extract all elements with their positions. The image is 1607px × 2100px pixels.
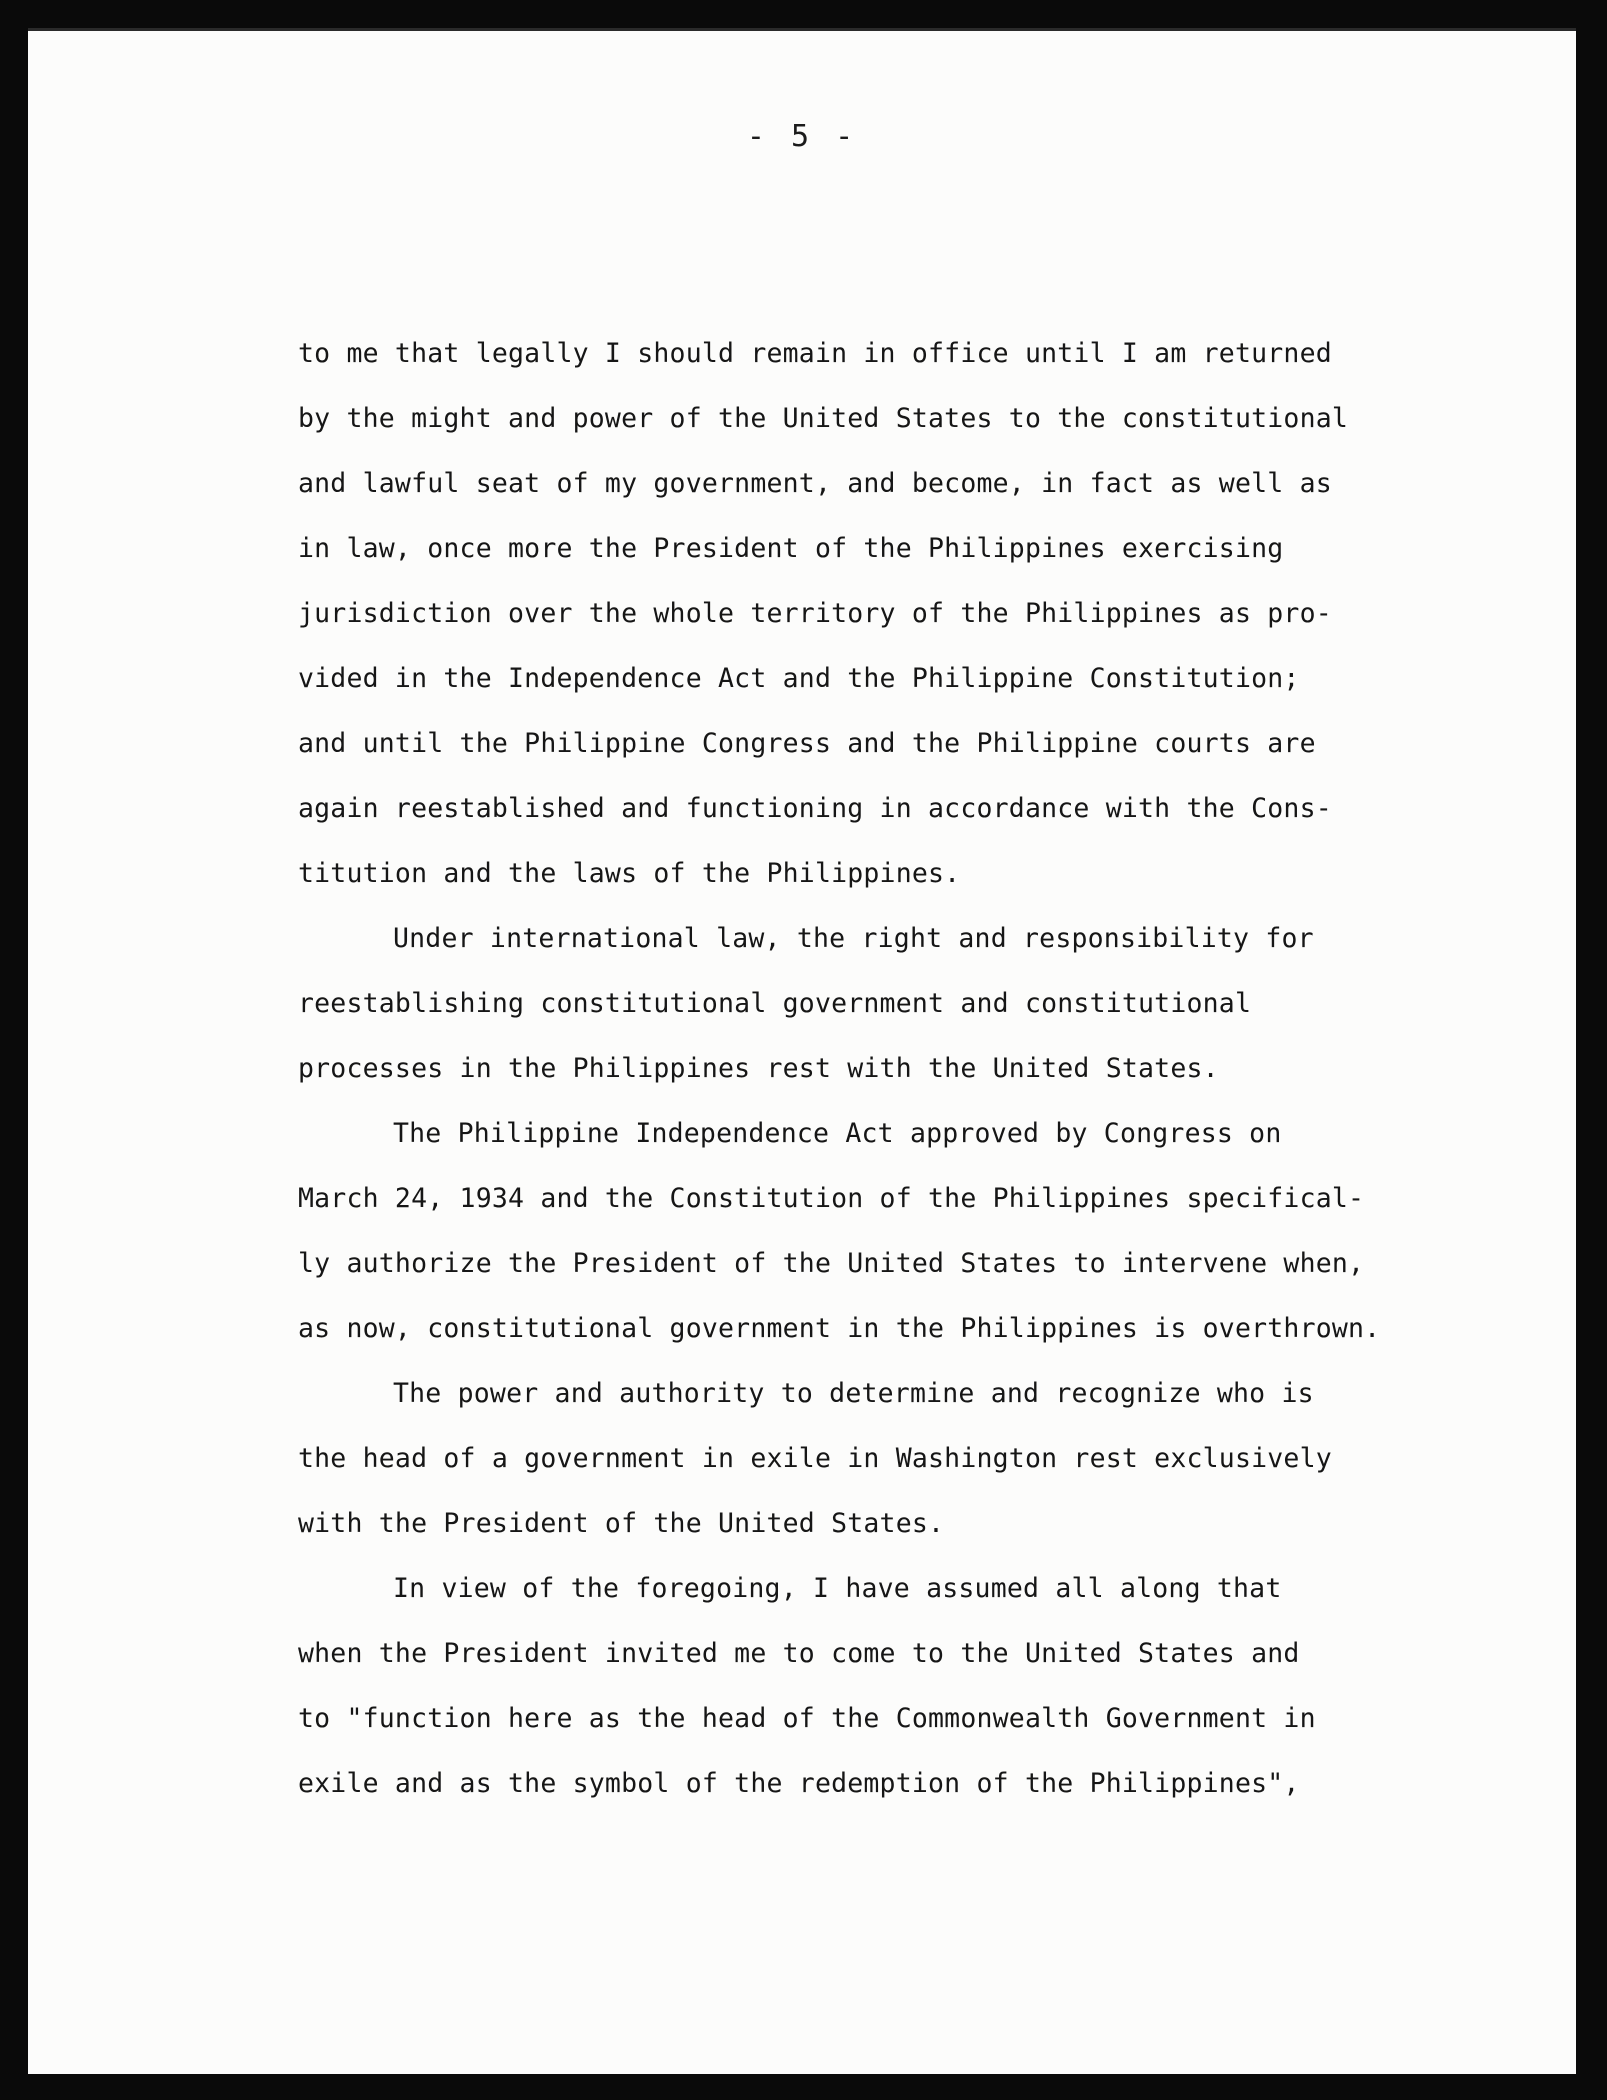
text-line: and until the Philippine Congress and the Philippine courts are	[298, 728, 1316, 759]
text-line: with the President of the United States.	[298, 1508, 945, 1539]
text-line: reestablishing constitutional government and constitutional	[298, 988, 1252, 1019]
paragraph-first-line: In view of the foregoing, I have assumed all along that	[393, 1573, 1282, 1604]
text-line: vided in the Independence Act and the Philippine Constitution;	[298, 663, 1300, 694]
text-line: ly authorize the President of the United States to intervene when,	[298, 1248, 1365, 1279]
paragraph-first-line: The Philippine Independence Act approved by Congress on	[393, 1118, 1282, 1149]
text-line: exile and as the symbol of the redemption of the Philippines",	[298, 1768, 1300, 1799]
text-line: by the might and power of the United States to the constitutional	[298, 403, 1349, 434]
text-line: again reestablished and functioning in accordance with the Cons-	[298, 793, 1332, 824]
paragraph-first-line: Under international law, the right and responsibility for	[393, 923, 1314, 954]
text-line: and lawful seat of my government, and become, in fact as well as	[298, 468, 1332, 499]
text-line: titution and the laws of the Philippines.	[298, 858, 961, 889]
text-line: in law, once more the President of the Philippines exercising	[298, 533, 1284, 564]
text-line: as now, constitutional government in the Philippines is overthrown.	[298, 1313, 1381, 1344]
document-page	[28, 28, 1576, 2074]
text-line: March 24, 1934 and the Constitution of the Philippines specifical-	[298, 1183, 1365, 1214]
text-line: to me that legally I should remain in office until I am returned	[298, 338, 1332, 369]
page-number: - 5 -	[746, 119, 858, 154]
text-line: to "function here as the head of the Commonwealth Government in	[298, 1703, 1316, 1734]
text-line: processes in the Philippines rest with the United States.	[298, 1053, 1219, 1084]
text-line: jurisdiction over the whole territory of the Philippines as pro-	[298, 598, 1332, 629]
text-line: when the President invited me to come to the United States and	[298, 1638, 1300, 1669]
document-body	[298, 321, 1418, 1816]
text-line: the head of a government in exile in Washington rest exclusively	[298, 1443, 1332, 1474]
paragraph-first-line: The power and authority to determine and recognize who is	[393, 1378, 1314, 1409]
